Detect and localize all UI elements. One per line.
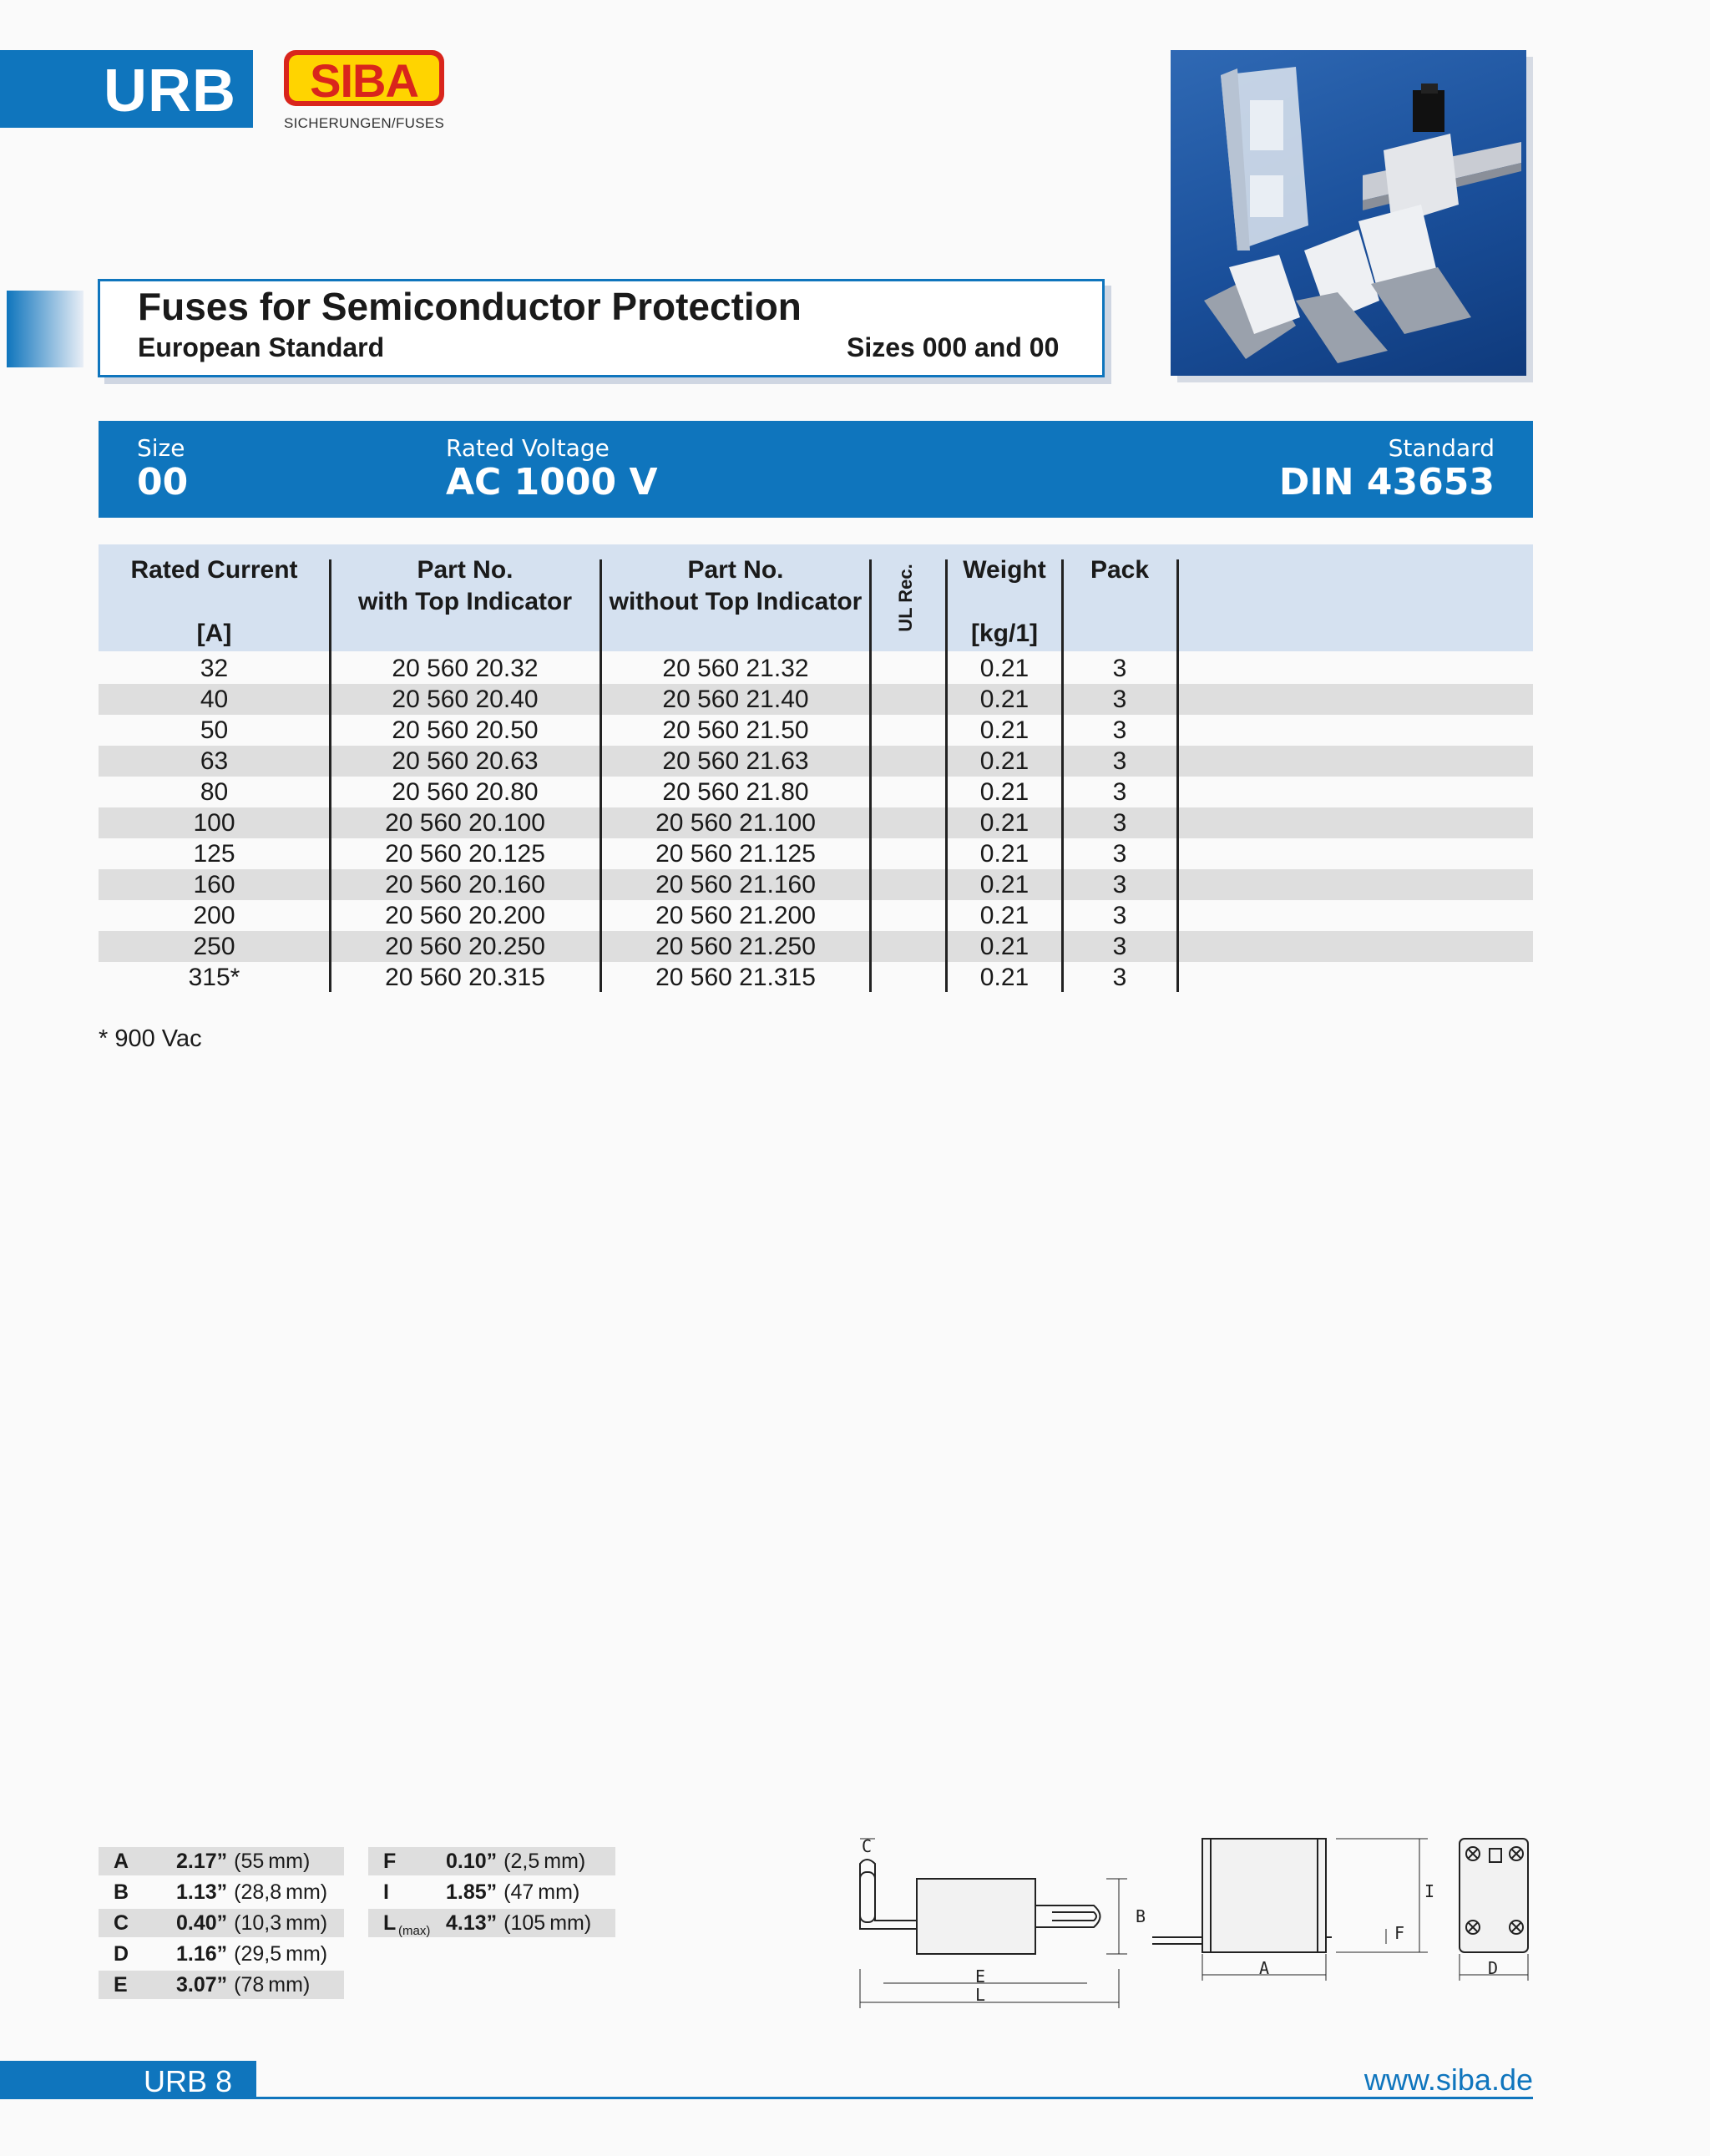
dimension-row: [368, 1847, 615, 1875]
cell-part-top: 20 560 20.100: [385, 809, 545, 837]
cell-weight: 0.21: [979, 778, 1030, 806]
dimension-mm: (29,5 mm): [234, 1942, 328, 1966]
table-header: [99, 544, 1533, 651]
header-weight-unit: [kg/1]: [970, 620, 1038, 647]
dimension-row: [99, 1971, 344, 1999]
cell-current: 250: [193, 933, 235, 960]
cell-weight: 0.21: [979, 747, 1030, 775]
table-row: [99, 807, 1533, 838]
cell-part-top: 20 560 20.50: [392, 716, 539, 744]
cell-weight: 0.21: [979, 716, 1030, 744]
cell-current: 160: [193, 871, 235, 898]
dimension-mm: (47 mm): [503, 1880, 580, 1904]
table-row: [99, 684, 1533, 715]
dimension-inch: 4.13”: [446, 1911, 498, 1935]
siba-logo-text: SIBA: [310, 54, 418, 107]
cell-current: 200: [193, 902, 235, 929]
header-part-top-2: with Top Indicator: [357, 588, 573, 615]
dimension-inch: 1.85”: [446, 1880, 498, 1904]
drawing-label-e: E: [975, 1966, 986, 1986]
cell-pack: 3: [1112, 964, 1127, 991]
cell-part-notop: 20 560 21.50: [662, 716, 809, 744]
cell-weight: 0.21: [979, 840, 1030, 868]
cell-part-top: 20 560 20.63: [392, 747, 539, 775]
dimension-mm: (78 mm): [234, 1973, 311, 1997]
footnote: * 900 Vac: [99, 1025, 202, 1052]
drawing-label-l: L: [975, 1985, 986, 2005]
brand-subtitle: SICHERUNGEN/FUSES: [284, 115, 445, 131]
column-divider: [329, 559, 331, 992]
dimension-row: [368, 1909, 615, 1937]
cell-part-top: 20 560 20.250: [385, 933, 545, 960]
drawing-label-i: I: [1424, 1881, 1435, 1901]
cell-current: 63: [200, 747, 229, 775]
drawing-label-a: A: [1259, 1958, 1270, 1978]
dimension-key: I: [383, 1880, 389, 1904]
dimension-mm: (105 mm): [503, 1911, 592, 1935]
cell-weight: 0.21: [979, 686, 1030, 713]
cell-current: 40: [200, 686, 229, 713]
dimension-key: D: [114, 1942, 129, 1966]
table-row: [99, 746, 1533, 777]
dimension-row: [99, 1909, 344, 1937]
column-divider: [1176, 559, 1179, 992]
header-pack: Pack: [1090, 556, 1150, 584]
siba-logo: [284, 50, 444, 106]
cell-pack: 3: [1112, 778, 1127, 806]
voltage-label: Rated Voltage: [446, 434, 610, 462]
header-part-notop-2: without Top Indicator: [609, 588, 863, 615]
header-rated-current: Rated Current: [130, 556, 298, 584]
column-divider: [1061, 559, 1064, 992]
cell-part-notop: 20 560 21.40: [662, 686, 809, 713]
series-tab-label: URB: [104, 58, 236, 124]
drawing-label-b: B: [1136, 1906, 1146, 1926]
header-ul-rec: [883, 544, 928, 651]
dimension-inch: 0.40”: [176, 1911, 228, 1935]
cell-current: 125: [193, 840, 235, 868]
cell-pack: 3: [1112, 686, 1127, 713]
cell-part-notop: 20 560 21.63: [662, 747, 809, 775]
header-rated-current-unit: [A]: [196, 620, 232, 647]
cell-current: 100: [193, 809, 235, 837]
dimension-mm: (2,5 mm): [503, 1850, 586, 1873]
product-photo: [1171, 50, 1526, 376]
footer-rule: [256, 2097, 1533, 2099]
dimension-inch: 3.07”: [176, 1973, 228, 1997]
table-row: [99, 715, 1533, 746]
cell-part-notop: 20 560 21.200: [655, 902, 816, 929]
cell-current: 315*: [188, 964, 240, 991]
page-number: URB 8: [144, 2064, 233, 2098]
table-row: [99, 777, 1533, 807]
table-row: [99, 869, 1533, 900]
cell-part-top: 20 560 20.200: [385, 902, 545, 929]
dimension-row: [99, 1878, 344, 1906]
cell-pack: 3: [1112, 871, 1127, 898]
drawing-label-c: C: [862, 1836, 873, 1856]
size-label: Size: [137, 434, 185, 462]
dimension-inch: 1.13”: [176, 1880, 228, 1904]
cell-pack: 3: [1112, 655, 1127, 682]
dimension-mm: (55 mm): [234, 1850, 311, 1873]
website-link[interactable]: www.siba.de: [1363, 2062, 1533, 2097]
dimension-mm: (10,3 mm): [234, 1911, 328, 1935]
cell-weight: 0.21: [979, 809, 1030, 837]
cell-part-notop: 20 560 21.160: [655, 871, 816, 898]
sizes-label: Sizes 000 and 00: [847, 332, 1060, 362]
cell-part-notop: 20 560 21.80: [662, 778, 809, 806]
dimension-key: B: [114, 1880, 129, 1904]
cell-current: 32: [200, 655, 229, 682]
cell-current: 80: [200, 778, 229, 806]
cell-weight: 0.21: [979, 964, 1030, 991]
voltage-value: AC 1000 V: [446, 461, 658, 504]
dimension-inch: 0.10”: [446, 1850, 498, 1873]
standard-label: Standard: [1388, 434, 1495, 462]
cell-weight: 0.21: [979, 902, 1030, 929]
cell-part-top: 20 560 20.125: [385, 840, 545, 868]
cell-part-notop: 20 560 21.100: [655, 809, 816, 837]
dimension-inch: 1.16”: [176, 1942, 228, 1966]
table-row: [99, 900, 1533, 931]
standard-value: DIN 43653: [1278, 461, 1495, 504]
cell-part-notop: 20 560 21.315: [655, 964, 816, 991]
dimension-key: C: [114, 1911, 129, 1935]
cell-current: 50: [200, 716, 229, 744]
cell-pack: 3: [1112, 747, 1127, 775]
cell-pack: 3: [1112, 840, 1127, 868]
header-part-notop-1: Part No.: [687, 556, 784, 584]
dimension-key: E: [114, 1973, 128, 1997]
dimension-row: [99, 1940, 344, 1968]
table-row: [99, 838, 1533, 869]
column-divider: [600, 559, 602, 992]
drawing-label-f: F: [1394, 1923, 1405, 1943]
cell-weight: 0.21: [979, 933, 1030, 960]
header-weight: Weight: [963, 556, 1046, 584]
column-divider: [869, 559, 872, 992]
cell-pack: 3: [1112, 809, 1127, 837]
table-row: [99, 962, 1533, 993]
dimension-mm: (28,8 mm): [234, 1880, 328, 1904]
cell-part-notop: 20 560 21.125: [655, 840, 816, 868]
dimension-inch: 2.17”: [176, 1850, 228, 1873]
dimension-row: [99, 1847, 344, 1875]
size-value: 00: [137, 461, 189, 504]
header-ul-rec-text: UL Rec.: [895, 564, 916, 632]
cell-weight: 0.21: [979, 871, 1030, 898]
cell-pack: 3: [1112, 933, 1127, 960]
cell-part-top: 20 560 20.40: [392, 686, 539, 713]
page-subtitle: European Standard: [138, 332, 385, 362]
cell-pack: 3: [1112, 716, 1127, 744]
dimension-key-sub: (max): [398, 1924, 431, 1938]
cell-part-notop: 20 560 21.32: [662, 655, 809, 682]
cell-part-notop: 20 560 21.250: [655, 933, 816, 960]
spec-bar: [99, 421, 1533, 518]
technical-drawing: [852, 1829, 1536, 2025]
cell-part-top: 20 560 20.315: [385, 964, 545, 991]
dimension-row: [368, 1878, 615, 1906]
dimension-key: L: [383, 1911, 397, 1935]
dimension-key: F: [383, 1850, 397, 1873]
footer-page-tab: [0, 2061, 256, 2099]
column-divider: [945, 559, 948, 992]
header-part-top-1: Part No.: [417, 556, 514, 584]
cell-part-top: 20 560 20.32: [392, 655, 539, 682]
table-row: [99, 653, 1533, 684]
page-title: Fuses for Semiconductor Protection: [138, 285, 802, 328]
cell-pack: 3: [1112, 902, 1127, 929]
dimension-key: A: [114, 1850, 129, 1873]
cell-weight: 0.21: [979, 655, 1030, 682]
drawing-label-d: D: [1488, 1958, 1499, 1978]
cell-part-top: 20 560 20.160: [385, 871, 545, 898]
series-tab: [0, 50, 253, 128]
side-accent: [7, 291, 83, 367]
cell-part-top: 20 560 20.80: [392, 778, 539, 806]
table-row: [99, 931, 1533, 962]
